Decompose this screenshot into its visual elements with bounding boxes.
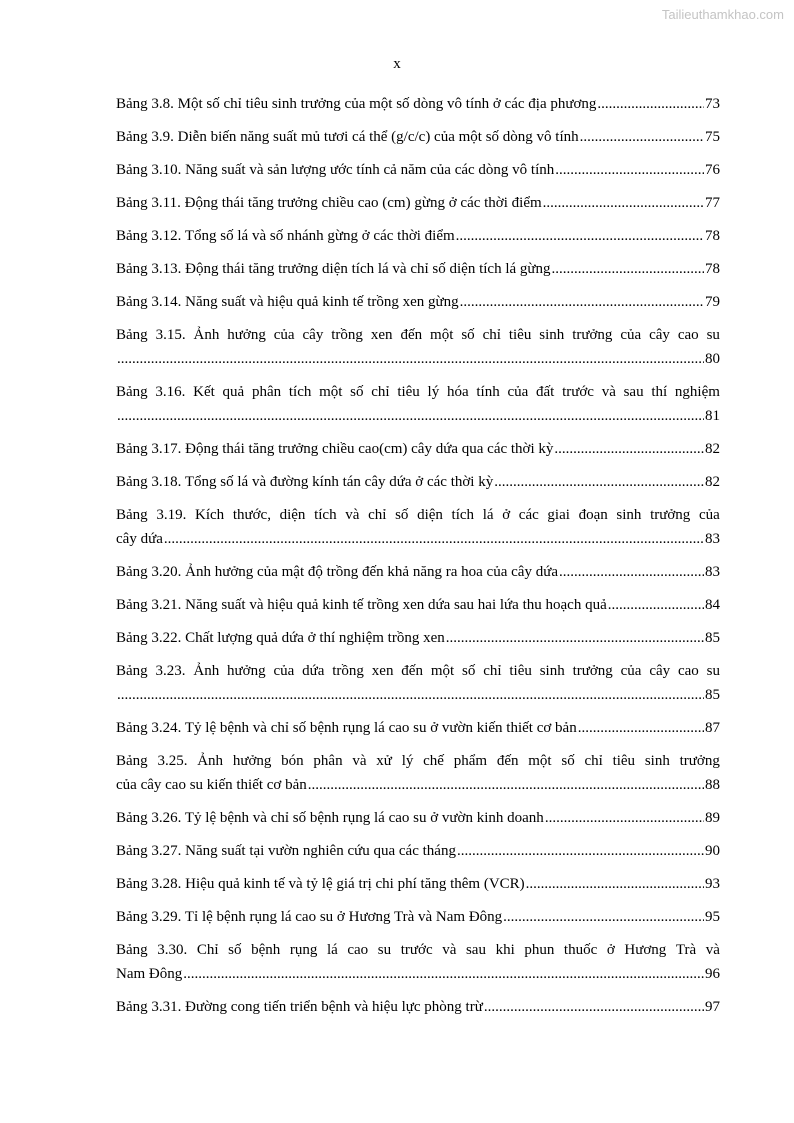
- toc-entry-page: 78: [705, 228, 720, 244]
- toc-entry-title: Bảng 3.9. Diễn biến năng suất mủ tươi cá thể (g/c/c) của một số dòng vô tính: [116, 129, 579, 145]
- toc-entry-word: trưởng: [650, 507, 691, 523]
- toc-entry-word: lá: [326, 942, 338, 958]
- toc-entry-word: cây: [649, 663, 671, 679]
- toc-entry-title: Bảng 3.8. Một số chỉ tiêu sinh trưởng của một số dòng vô tính ở các địa phương: [116, 96, 597, 112]
- toc-entry-word: phun: [524, 942, 555, 958]
- toc-entry-word: 3.15.: [155, 327, 186, 343]
- dot-leader: [597, 92, 704, 116]
- toc-entry-line: [116, 839, 720, 863]
- dot-leader: [457, 839, 704, 863]
- toc-entry[interactable]: [116, 158, 720, 182]
- toc-entry-word: Bảng: [116, 942, 148, 958]
- toc-entry-title: Bảng 3.24. Tỷ lệ bệnh và chỉ số bệnh rụng lá cao su ở vườn kiến thiết cơ bản: [116, 720, 577, 736]
- toc-entry-word: su: [706, 663, 720, 679]
- toc-entry-line: [116, 773, 720, 797]
- toc-entry-title: Bảng 3.31. Đường cong tiến triển bệnh và hiệu lực phòng trừ: [116, 999, 483, 1015]
- toc-entry-word: tiêu: [508, 327, 532, 343]
- toc-entry-word: số: [228, 942, 242, 958]
- toc-entry-word: tiêu: [509, 663, 532, 679]
- toc-entry-word: Bảng: [116, 507, 148, 523]
- toc-entry-line: [116, 503, 720, 527]
- toc-entry-title: cây dứa: [116, 531, 163, 547]
- toc-entry-word: Bảng: [116, 327, 148, 343]
- toc-entry-word: hưởng: [227, 663, 266, 679]
- toc-entry[interactable]: [116, 626, 720, 650]
- toc-entry-word: số: [350, 384, 364, 400]
- toc-entry-word: Bảng: [116, 663, 148, 679]
- toc-entry[interactable]: [116, 92, 720, 116]
- toc-entry-word: đoạn: [578, 507, 608, 523]
- toc-entry-word: của: [698, 507, 720, 523]
- dot-leader: [503, 905, 704, 929]
- toc-entry-word: 3.23.: [155, 663, 186, 679]
- toc-entry[interactable]: [116, 224, 720, 248]
- toc-entry-page: 73: [705, 96, 720, 112]
- toc-entry-line: [116, 872, 720, 896]
- toc-entry-word: trồng: [332, 663, 364, 679]
- toc-entry[interactable]: [116, 659, 720, 707]
- toc-entry-page: 81: [705, 408, 720, 424]
- toc-entry-word: Ảnh: [193, 663, 220, 679]
- toc-entry[interactable]: [116, 749, 720, 797]
- toc-entry-word: sau: [465, 942, 486, 958]
- toc-entry-word: xen: [370, 327, 393, 343]
- toc-entry[interactable]: [116, 191, 720, 215]
- toc-entry-title: của cây cao su kiến thiết cơ bản: [116, 777, 307, 793]
- toc-entry-word: Kích: [194, 507, 225, 523]
- toc-entry-page: 79: [705, 294, 720, 310]
- toc-entry-title: Bảng 3.20. Ảnh hưởng của mật độ trồng đến khả năng ra hoa của cây dứa: [116, 564, 558, 580]
- dot-leader: [580, 125, 704, 149]
- toc-entry-word: và: [442, 942, 457, 958]
- toc-entry-title: Bảng 3.13. Động thái tăng trưởng diện tích lá và chỉ số diện tích lá gừng: [116, 261, 551, 277]
- toc-entry-word: tính: [476, 384, 500, 400]
- toc-entry-word: hưởng: [232, 753, 272, 769]
- toc-entry-word: cây: [302, 327, 324, 343]
- toc-entry-word: xen: [371, 663, 394, 679]
- toc-entry-word: dứa: [302, 663, 325, 679]
- toc-entry-line: [116, 125, 720, 149]
- toc-entry-line: [116, 626, 720, 650]
- toc-entry-word: Trà: [675, 942, 697, 958]
- toc-entry-word: chỉ: [371, 384, 390, 400]
- toc-entry-line: [116, 404, 720, 428]
- dot-leader: [552, 257, 704, 281]
- toc-entry-word: và: [705, 942, 720, 958]
- toc-entry-page: 83: [705, 531, 720, 547]
- toc-entry-word: 3.16.: [155, 384, 186, 400]
- toc-entry-line: [116, 806, 720, 830]
- toc-entry[interactable]: [116, 470, 720, 494]
- toc-entry-word: quả: [222, 384, 245, 400]
- toc-entry-word: hóa: [446, 384, 469, 400]
- toc-entry-page: 77: [705, 195, 720, 211]
- toc-entry-word: Ảnh: [193, 327, 220, 343]
- toc-entry-line: [116, 191, 720, 215]
- toc-entry-word: số: [461, 327, 475, 343]
- toc-entry[interactable]: [116, 872, 720, 896]
- toc-entry-line: [116, 347, 720, 371]
- toc-entry-line: [116, 749, 720, 773]
- dot-leader: [545, 806, 704, 830]
- toc-entry-word: Ảnh: [197, 753, 224, 769]
- toc-entry-word: và: [601, 384, 616, 400]
- toc-entry-line: [116, 92, 720, 116]
- toc-entry-page: 76: [705, 162, 720, 178]
- toc-entry-word: trước: [562, 384, 594, 400]
- toc-entry-word: của: [273, 663, 295, 679]
- toc-entry-page: 93: [705, 876, 720, 892]
- toc-entry-page: 84: [705, 597, 720, 613]
- toc-entry-line: [116, 995, 720, 1019]
- toc-entry-line: [116, 527, 720, 551]
- toc-entry-line: [116, 962, 720, 986]
- toc-entry-word: bệnh: [251, 942, 281, 958]
- toc-entry-word: tiêu: [397, 384, 420, 400]
- toc-entry-word: của: [620, 327, 642, 343]
- toc-entry-page: 85: [705, 687, 720, 703]
- toc-entry-word: của: [507, 384, 529, 400]
- toc-entry[interactable]: [116, 560, 720, 584]
- toc-entry-title: Bảng 3.10. Năng suất và sản lượng ước tính cả năm của các dòng vô tính: [116, 162, 555, 178]
- toc-entry-page: 82: [705, 474, 720, 490]
- toc-entry-word: Kết: [193, 384, 215, 400]
- toc-entry-word: các: [518, 507, 539, 523]
- toc-entry[interactable]: [116, 125, 720, 149]
- toc-entry-title: Bảng 3.22. Chất lượng quả dứa ở thí nghiệm trồng xen: [116, 630, 445, 646]
- toc-entry[interactable]: [116, 806, 720, 830]
- toc-entry[interactable]: [116, 593, 720, 617]
- toc-entry-word: trưởng: [572, 663, 613, 679]
- dot-leader: [183, 962, 704, 986]
- dot-leader: [555, 158, 704, 182]
- dot-leader: [164, 527, 704, 551]
- toc-entry-page: 95: [705, 909, 720, 925]
- toc-entry-title: Bảng 3.28. Hiệu quả kinh tế và tỷ lệ giá trị chi phí tăng thêm (VCR): [116, 876, 525, 892]
- toc-entry-word: số: [395, 507, 409, 523]
- toc-entry-title: Bảng 3.17. Động thái tăng trưởng chiều cao(cm) cây dứa qua các thời kỳ: [116, 441, 554, 457]
- dot-leader: [554, 437, 704, 461]
- toc-entry-line: [116, 560, 720, 584]
- toc-entry-line: [116, 290, 720, 314]
- toc-entry-word: số: [561, 753, 575, 769]
- toc-entry-page: 90: [705, 843, 720, 859]
- toc-entry-word: và: [352, 753, 367, 769]
- dot-leader: [608, 593, 704, 617]
- toc-entry-line: [116, 257, 720, 281]
- page-number: x: [393, 56, 401, 72]
- dot-leader: [494, 470, 704, 494]
- toc-entry-word: một: [528, 753, 552, 769]
- toc-entry-word: diện: [417, 507, 443, 523]
- toc-entry-word: sau: [623, 384, 644, 400]
- toc-entry-word: sinh: [644, 753, 670, 769]
- toc-entry-word: chỉ: [483, 663, 502, 679]
- toc-entry-line: [116, 659, 720, 683]
- toc-entry-word: chế: [423, 753, 444, 769]
- toc-entry-line: [116, 938, 720, 962]
- toc-entry-word: tiêu: [612, 753, 636, 769]
- toc-entry-page: 85: [705, 630, 720, 646]
- toc-entry-line: [116, 323, 720, 347]
- dot-leader: [526, 872, 704, 896]
- toc-entry-title: Bảng 3.29. Tỉ lệ bệnh rụng lá cao su ở Hương Trà và Nam Đông: [116, 909, 503, 925]
- toc-entry-title: Bảng 3.14. Năng suất và hiệu quả kinh tế trồng xen gừng: [116, 294, 459, 310]
- toc-entry-word: 3.30.: [157, 942, 188, 958]
- toc-entry-page: 87: [705, 720, 720, 736]
- toc-entry-word: phân: [251, 384, 282, 400]
- toc-entry-page: 78: [705, 261, 720, 277]
- toc-entry-page: 82: [705, 441, 720, 457]
- dot-leader: [543, 191, 704, 215]
- toc-entry-word: của: [273, 327, 295, 343]
- toc-entry-title: Bảng 3.27. Năng suất tại vườn nghiên cứu qua các tháng: [116, 843, 456, 859]
- toc-entry-word: bón: [281, 753, 304, 769]
- toc-entry-word: chỉ: [368, 507, 387, 523]
- toc-entry-word: khi: [495, 942, 515, 958]
- toc-entry-word: 3.25.: [157, 753, 188, 769]
- toc-entry-line: [116, 437, 720, 461]
- toc-entry-word: cây: [649, 327, 670, 343]
- toc-entry-word: lá: [482, 507, 494, 523]
- toc-entry[interactable]: [116, 290, 720, 314]
- toc-entry-word: một: [430, 663, 455, 679]
- toc-entry-word: sinh: [616, 507, 642, 523]
- toc-entry[interactable]: [116, 938, 720, 986]
- dot-leader: [559, 560, 704, 584]
- toc-entry-word: và: [345, 507, 360, 523]
- toc-entry-word: thuốc: [563, 942, 598, 958]
- dot-leader: [117, 347, 704, 371]
- toc-entry-word: Bảng: [116, 384, 148, 400]
- table-of-contents: [116, 92, 720, 1028]
- toc-entry-word: ở: [606, 942, 615, 958]
- toc-entry-word: trưởng: [679, 753, 720, 769]
- toc-entry-word: chỉ: [584, 753, 603, 769]
- toc-entry-page: 83: [705, 564, 720, 580]
- toc-entry[interactable]: [116, 323, 720, 371]
- toc-entry-word: cao: [677, 327, 699, 343]
- toc-entry-title: Bảng 3.12. Tổng số lá và số nhánh gừng ở các thời điểm: [116, 228, 455, 244]
- toc-entry-title: Nam Đông: [116, 966, 183, 982]
- toc-entry-word: sinh: [539, 663, 565, 679]
- toc-entry-title: Bảng 3.26. Tỷ lệ bệnh và chỉ số bệnh rụng lá cao su ở vườn kinh doanh: [116, 810, 544, 826]
- watermark: Tailieuthamkhao.com: [661, 7, 784, 22]
- toc-entry-word: ở: [502, 507, 511, 523]
- toc-entry-word: chỉ: [482, 327, 501, 343]
- toc-entry-line: [116, 593, 720, 617]
- toc-entry-word: cao: [347, 942, 369, 958]
- dot-leader: [308, 773, 704, 797]
- toc-entry-word: một: [319, 384, 343, 400]
- toc-entry-title: Bảng 3.18. Tổng số lá và đường kính tán cây dứa ở các thời kỳ: [116, 474, 494, 490]
- toc-entry-word: su: [706, 327, 720, 343]
- toc-entry-page: 96: [705, 966, 720, 982]
- toc-entry-word: nghiệm: [674, 384, 720, 400]
- toc-entry-word: Bảng: [116, 753, 148, 769]
- toc-entry-line: [116, 380, 720, 404]
- toc-entry[interactable]: [116, 839, 720, 863]
- toc-entry-word: một: [430, 327, 454, 343]
- toc-entry[interactable]: [116, 995, 720, 1019]
- toc-entry-word: cao: [677, 663, 699, 679]
- toc-entry-line: [116, 716, 720, 740]
- toc-entry-word: giai: [547, 507, 570, 523]
- toc-entry-page: 88: [705, 777, 720, 793]
- toc-entry-word: sinh: [539, 327, 565, 343]
- toc-entry-word: đất: [536, 384, 555, 400]
- toc-entry-word: trồng: [331, 327, 363, 343]
- dot-leader: [117, 404, 704, 428]
- toc-entry-word: đến: [401, 663, 423, 679]
- toc-entry-line: [116, 224, 720, 248]
- toc-entry-word: Hương: [624, 942, 667, 958]
- toc-entry-word: Chỉ: [196, 942, 219, 958]
- toc-entry-word: trước: [400, 942, 433, 958]
- toc-entry-word: su: [377, 942, 392, 958]
- dot-leader: [460, 290, 704, 314]
- toc-entry-page: 80: [705, 351, 720, 367]
- toc-entry-word: hưởng: [227, 327, 266, 343]
- dot-leader: [456, 224, 704, 248]
- toc-entry-word: lý: [427, 384, 440, 400]
- toc-entry-word: xử: [376, 753, 392, 769]
- toc-entry-word: thí: [651, 384, 668, 400]
- toc-entry-word: thước,: [232, 507, 271, 523]
- toc-entry-title: Bảng 3.21. Năng suất và hiệu quả kinh tế trồng xen dứa sau hai lứa thu hoạch quả: [116, 597, 607, 613]
- toc-entry[interactable]: [116, 905, 720, 929]
- toc-entry-line: [116, 158, 720, 182]
- toc-entry-title: Bảng 3.11. Động thái tăng trưởng chiều cao (cm) gừng ở các thời điểm: [116, 195, 542, 211]
- toc-entry[interactable]: [116, 380, 720, 428]
- toc-entry-word: tích: [288, 384, 312, 400]
- dot-leader: [578, 716, 704, 740]
- toc-entry[interactable]: [116, 503, 720, 551]
- toc-entry[interactable]: [116, 437, 720, 461]
- toc-entry-word: trưởng: [572, 327, 613, 343]
- toc-entry-word: số: [462, 663, 476, 679]
- toc-entry-line: [116, 905, 720, 929]
- toc-entry-word: đến: [400, 327, 423, 343]
- toc-entry-line: [116, 683, 720, 707]
- dot-leader: [117, 683, 704, 707]
- toc-entry-word: tích: [451, 507, 475, 523]
- toc-entry-word: 3.19.: [156, 507, 187, 523]
- toc-entry-word: đến: [496, 753, 519, 769]
- toc-entry-word: lý: [401, 753, 414, 769]
- toc-entry-page: 97: [705, 999, 720, 1015]
- toc-entry-word: rụng: [289, 942, 318, 958]
- toc-entry-word: phân: [313, 753, 343, 769]
- toc-entry-page: 89: [705, 810, 720, 826]
- toc-entry-word: của: [620, 663, 642, 679]
- toc-entry-word: tích: [314, 507, 337, 523]
- toc-entry-word: phẩm: [453, 753, 488, 769]
- toc-entry-line: [116, 470, 720, 494]
- toc-entry-page: 75: [705, 129, 720, 145]
- dot-leader: [446, 626, 704, 650]
- toc-entry[interactable]: [116, 257, 720, 281]
- toc-entry[interactable]: [116, 716, 720, 740]
- toc-entry-word: diện: [279, 507, 306, 523]
- dot-leader: [484, 995, 704, 1019]
